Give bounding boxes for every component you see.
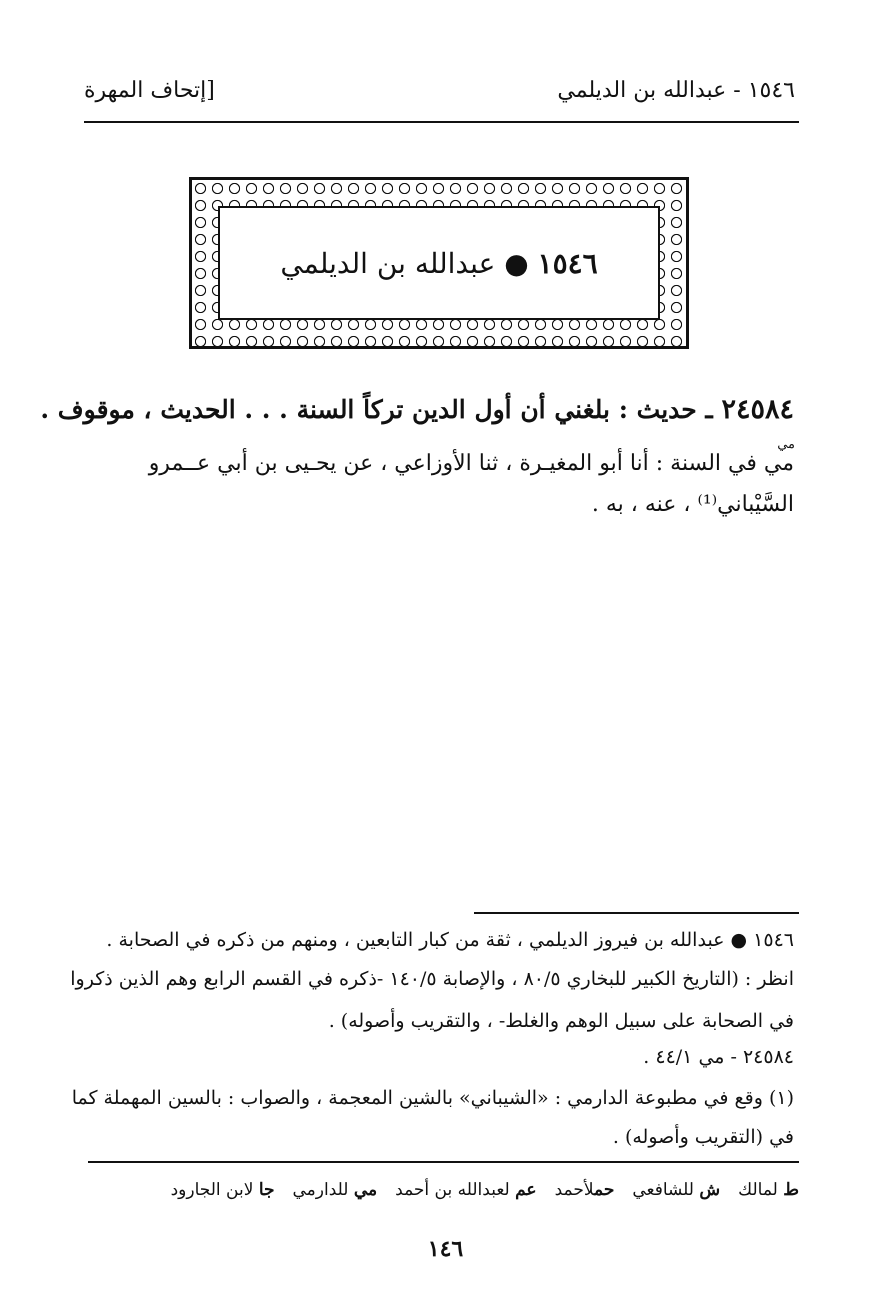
footnote-line: في (التقريب وأصوله) . xyxy=(612,1126,794,1148)
isnad-line-1: مي في السنة : أنا أبو المغيـرة ، ثنا الأوزاعي ، عن يحـيى بن أبي عــمرو xyxy=(148,451,794,476)
siglum-item: ط لمالك xyxy=(738,1180,799,1200)
page-number: ١٤٦ xyxy=(427,1236,464,1262)
siglum-item: ش للشافعي xyxy=(632,1180,721,1200)
siglum-item: جا لابن الجارود xyxy=(170,1180,275,1200)
siglum-item: مي للدارمي xyxy=(292,1180,378,1200)
sigla-legend xyxy=(171,1180,799,1200)
isnad-line-2: السَّيْباني⁽¹⁾ ، عنه ، به . xyxy=(591,492,794,517)
footnote-line: انظر : (التاريخ الكبير للبخاري ٨٠/٥ ، والإصابة ١٤٠/٥ -ذكره في القسم الرابع وهم الذين ذكروا xyxy=(70,968,794,990)
frame-panel xyxy=(218,206,660,320)
footnote-separator xyxy=(474,912,799,914)
narrator-name: عبدالله بن الديلمي xyxy=(280,246,496,280)
source-superscript: مي xyxy=(777,437,795,452)
hadith-title-text: ـ حديث : بلغني أن أول الدين تركاً السنة . . . الحديث ، موقوف . xyxy=(40,395,713,424)
bullet-icon: ● xyxy=(504,246,529,280)
entry-number: ١٥٤٦ xyxy=(537,246,598,280)
footnote-line: ١٥٤٦ ● عبدالله بن فيروز الديلمي ، ثقة من كبار التابعين ، ومنهم من ذكره في الصحابة . xyxy=(106,929,794,951)
footnote-line: ٢٤٥٨٤ - مي ٤٤/١ . xyxy=(643,1046,794,1068)
siglum-item: حملأحمد xyxy=(554,1180,615,1200)
ornamental-frame xyxy=(189,177,689,349)
hadith-heading xyxy=(40,394,794,425)
running-header-book-title: [إتحاف المهرة xyxy=(84,78,215,103)
siglum-item: عم لعبدالله بن أحمد xyxy=(395,1180,537,1200)
frame-heading xyxy=(280,247,597,280)
footnote-line: في الصحابة على سبيل الوهم والغلط- ، والتقريب وأصوله) . xyxy=(328,1010,794,1032)
hadith-number: ٢٤٥٨٤ xyxy=(721,394,794,425)
sigla-divider xyxy=(88,1161,799,1163)
running-header-section-title: ١٥٤٦ - عبدالله بن الديلمي xyxy=(557,78,795,103)
header-divider xyxy=(84,121,799,123)
footnote-line: (١) وقع في مطبوعة الدارمي : «الشيباني» بالشين المعجمة ، والصواب : بالسين المهملة كما xyxy=(71,1087,794,1109)
